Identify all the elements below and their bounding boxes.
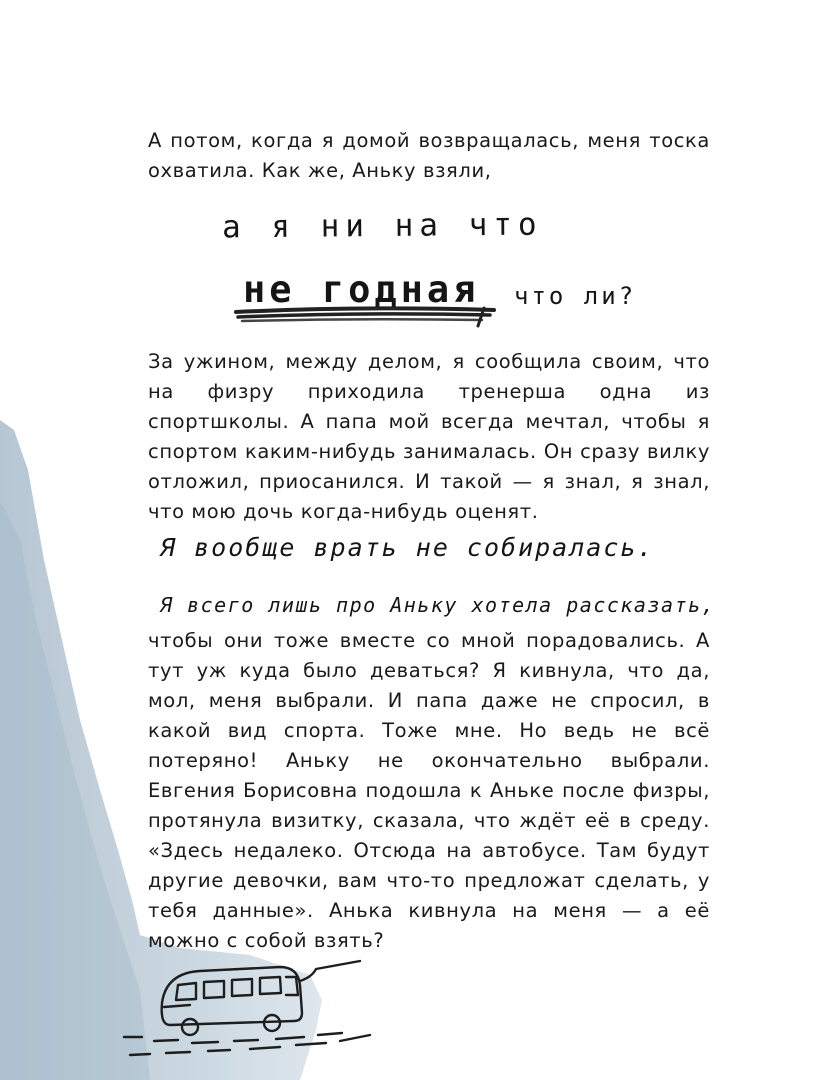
handwritten-line-1: а я ни на что (221, 206, 543, 246)
handwritten-line-4: Я всего лишь про Аньку хотела рассказать, (160, 593, 716, 617)
bus-icon (120, 955, 380, 1060)
paragraph-2: За ужином, между делом, я сообщила своим, что на физру приходила тренерша одна из спортшколы. А папа мой всегда мечтал, чтобы я спортом каким-нибудь занималась. Он сразу вилку отложил, приосанился. И такой — я знал, я знал, что мою дочь когда-нибудь оценят. (148, 350, 710, 523)
scribble-underline (232, 300, 502, 330)
handwritten-emphasis: не годная (243, 268, 480, 311)
handwritten-line-3: Я вообще врать не собиралась. (160, 533, 655, 562)
paragraph-1: А потом, когда я домой возвращалась, меня тоска охватила. Как же, Аньку взяли, (148, 129, 710, 182)
handwritten-tail: что ли? (514, 282, 637, 310)
paragraph-3: чтобы они тоже вместе со мной порадовались. А тут уж куда было деваться? Я кивнула, что да, мол, меня выбрали. И папа даже не спросил, в какой вид спорта. Тоже мне. Но ведь не всё потеряно! Аньку не окончательно выбрали. Евгения Борисовна подошла к Аньке после физры, протянула визитку, сказала, что ждёт её в среду. «Здесь недалеко. Отсюда на автобусе. Там будут другие девочки, вам что-то предложат сделать, у тебя данные». Анька кивнула на меня — а её можно с собой взять? (148, 629, 710, 952)
